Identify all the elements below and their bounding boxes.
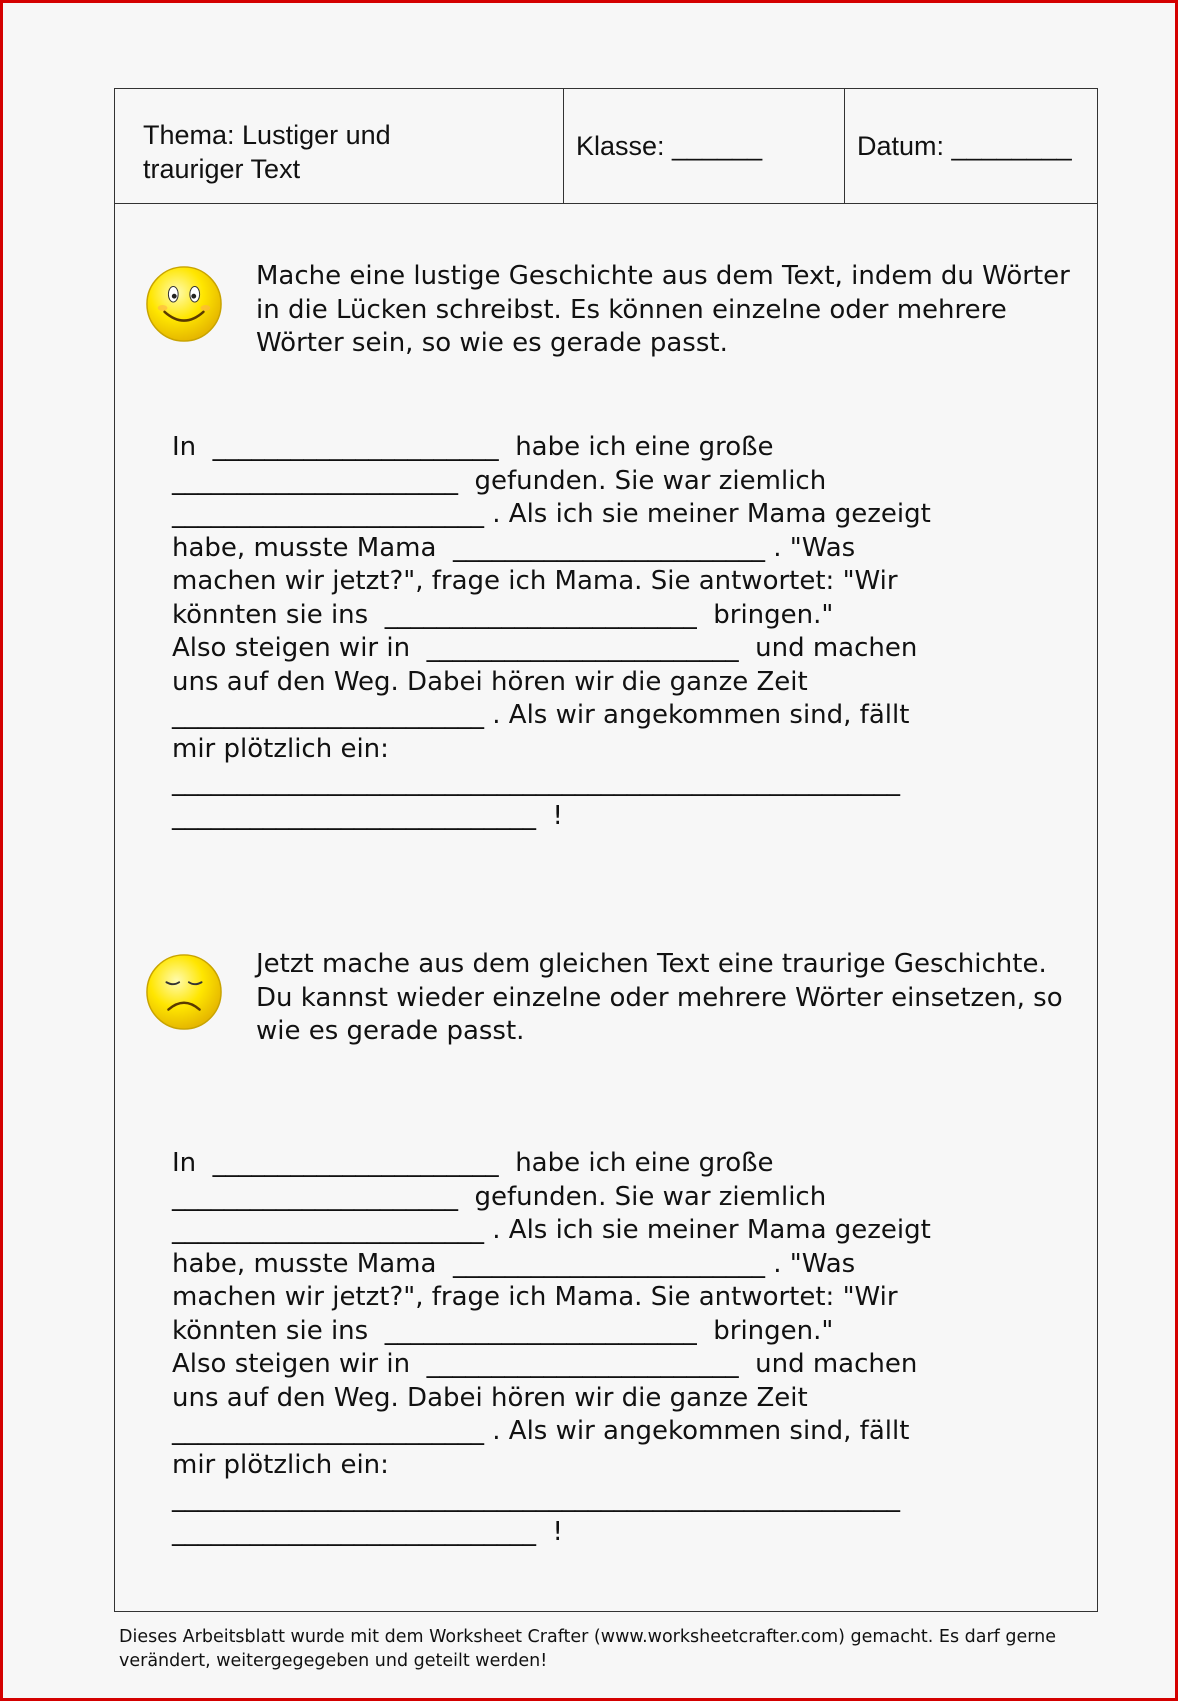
footer-note: Dieses Arbeitsblatt wurde mit dem Worksheet Crafter (www.worksheetcrafter.com) gemacht. Es darf gerne verändert, weitergegegeben und geteilt werden! [119, 1627, 1057, 1671]
sad-instruction: Jetzt mache aus dem gleichen Text eine traurige Geschichte. Du kannst wieder einzelne oder mehrere Wörter einsetzen, so wie es gerade passt. [256, 949, 1063, 1046]
story-line: uns auf den Weg. Dabei hören wir die ganze Zeit [172, 1382, 808, 1413]
story-line[interactable]: In ______________________ habe ich eine große [172, 432, 774, 462]
story-line[interactable]: habe, musste Mama ________________________ . "Was [172, 532, 856, 563]
story-line[interactable]: In ______________________ habe ich eine große [172, 1148, 774, 1178]
topic-cell [115, 89, 564, 203]
story-line[interactable]: ____________________________ ! [172, 800, 563, 831]
topic-title: Thema: Lustiger und trauriger Text [143, 120, 391, 184]
story-line[interactable]: habe, musste Mama ________________________ . "Was [172, 1248, 856, 1279]
worksheet [114, 88, 1098, 1612]
story-line[interactable]: ________________________ . Als ich sie meiner Mama gezeigt [172, 499, 931, 529]
class-field[interactable]: Klasse: ______ [576, 131, 763, 161]
date-field[interactable]: Datum: ________ [857, 131, 1072, 161]
story-line[interactable]: Also steigen wir in ________________________ und machen [172, 1349, 918, 1379]
story-line[interactable]: ____________________________ ! [172, 1516, 563, 1547]
story-line: machen wir jetzt?", frage ich Mama. Sie antwortet: "Wir [172, 566, 898, 596]
story-line: machen wir jetzt?", frage ich Mama. Sie antwortet: "Wir [172, 1282, 898, 1312]
sad-smiley-icon [145, 953, 223, 1031]
header-row [115, 89, 1097, 204]
story-line[interactable]: könnten sie ins ________________________ bringen." [172, 599, 834, 630]
story-line[interactable]: Also steigen wir in ________________________ und machen [172, 633, 918, 663]
story-line[interactable]: ________________________________________________________ [172, 767, 900, 797]
sad-story [172, 1147, 1052, 1549]
story-line[interactable]: könnten sie ins ________________________ bringen." [172, 1315, 834, 1346]
class-cell [564, 89, 845, 203]
date-cell [845, 89, 1097, 203]
story-line: uns auf den Weg. Dabei hören wir die ganze Zeit [172, 666, 808, 697]
story-line[interactable]: ________________________ . Als wir angekommen sind, fällt [172, 700, 910, 730]
story-line[interactable]: ________________________________________________________ [172, 1483, 900, 1513]
happy-smiley-icon [145, 265, 223, 343]
happy-story [172, 431, 1052, 833]
story-line[interactable]: ______________________ gefunden. Sie war ziemlich [172, 1181, 827, 1212]
story-line[interactable]: ______________________ gefunden. Sie war ziemlich [172, 465, 827, 496]
story-line[interactable]: ________________________ . Als ich sie meiner Mama gezeigt [172, 1215, 931, 1245]
story-line[interactable]: ________________________ . Als wir angekommen sind, fällt [172, 1416, 910, 1446]
story-line: mir plötzlich ein: [172, 733, 389, 764]
happy-instruction: Mache eine lustige Geschichte aus dem Text, indem du Wörter in die Lücken schreibst. Es können einzelne oder mehrere Wörter sein, so wie es gerade passt. [256, 261, 1070, 358]
story-line: mir plötzlich ein: [172, 1449, 389, 1480]
